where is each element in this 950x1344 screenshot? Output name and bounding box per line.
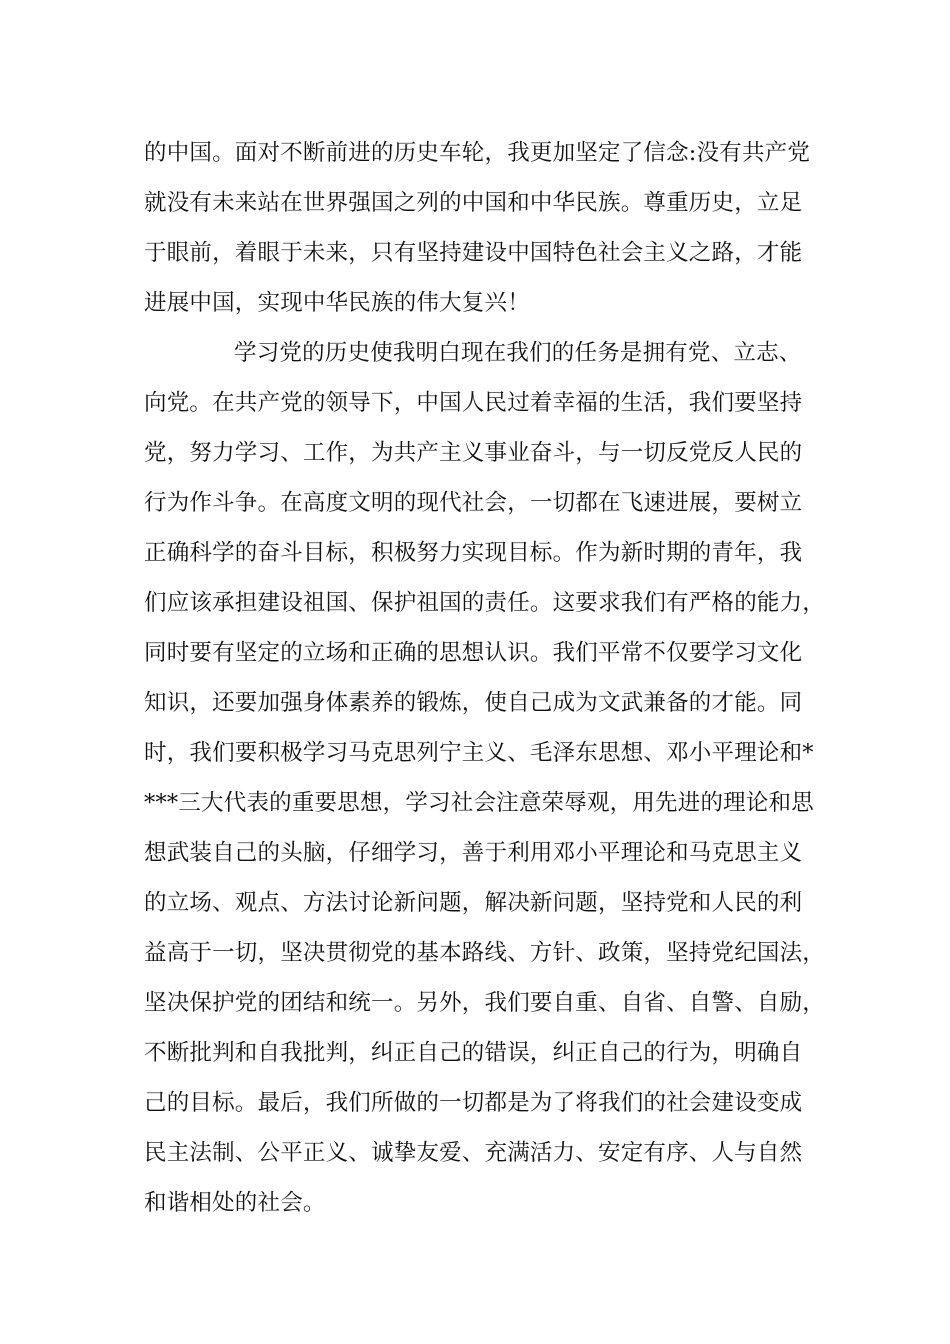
text-line: 向党。在共产党的领导下，中国人民过着幸福的生活，我们要坚持 <box>144 390 803 416</box>
text-line: 和谐相处的社会。 <box>144 1190 326 1216</box>
text-line: 正确科学的奋斗目标，积极努力实现目标。作为新时期的青年，我 <box>144 540 803 566</box>
text-line: 就没有未来站在世界强国之列的中国和中华民族。尊重历史，立足 <box>144 190 803 216</box>
text-line: 的立场、观点、方法讨论新问题，解决新问题，坚持党和人民的利 <box>144 890 803 916</box>
text-line: 们应该承担建设祖国、保护祖国的责任。这要求我们有严格的能力， <box>144 590 826 616</box>
paragraph-1 <box>144 128 824 328</box>
text-line: 知识，还要加强身体素养的锻炼，使自己成为文武兼备的才能。同 <box>144 690 803 716</box>
paragraph-2 <box>144 328 824 1228</box>
text-line: 同时要有坚定的立场和正确的思想认识。我们平常不仅要学习文化 <box>144 640 803 666</box>
text-line: 益高于一切，坚决贯彻党的基本路线、方针、政策，坚持党纪国法， <box>144 940 826 966</box>
text-line: 民主法制、公平正义、诚挚友爱、充满活力、安定有序、人与自然 <box>144 1140 803 1166</box>
text-line: 时，我们要积极学习马克思列宁主义、毛泽东思想、邓小平理论和* <box>144 740 814 766</box>
text-line: 不断批判和自我批判，纠正自己的错误，纠正自己的行为，明确自 <box>144 1040 803 1066</box>
text-line: 行为作斗争。在高度文明的现代社会，一切都在飞速进展，要树立 <box>144 490 803 516</box>
text-line: 己的目标。最后，我们所做的一切都是为了将我们的社会建设变成 <box>144 1090 803 1116</box>
text-line: 想武装自己的头脑，仔细学习，善于利用邓小平理论和马克思主义 <box>144 840 803 866</box>
text-line: 党，努力学习、工作，为共产主义事业奋斗，与一切反党反人民的 <box>144 440 803 466</box>
text-line: 于眼前，着眼于未来，只有坚持建设中国特色社会主义之路，才能 <box>144 240 803 266</box>
text-line: 学习党的历史使我明白现在我们的任务是拥有党、立志、 <box>234 340 802 366</box>
text-line: ***三大代表的重要思想，学习社会注意荣辱观，用先进的理论和思 <box>144 790 814 816</box>
text-line: 进展中国，实现中华民族的伟大复兴！ <box>144 290 530 316</box>
text-line: 的中国。面对不断前进的历史车轮，我更加坚定了信念:没有共产党 <box>144 140 811 166</box>
text-line: 坚决保护党的团结和统一。另外，我们要自重、自省、自警、自励， <box>144 990 826 1016</box>
body-text <box>144 128 824 1228</box>
